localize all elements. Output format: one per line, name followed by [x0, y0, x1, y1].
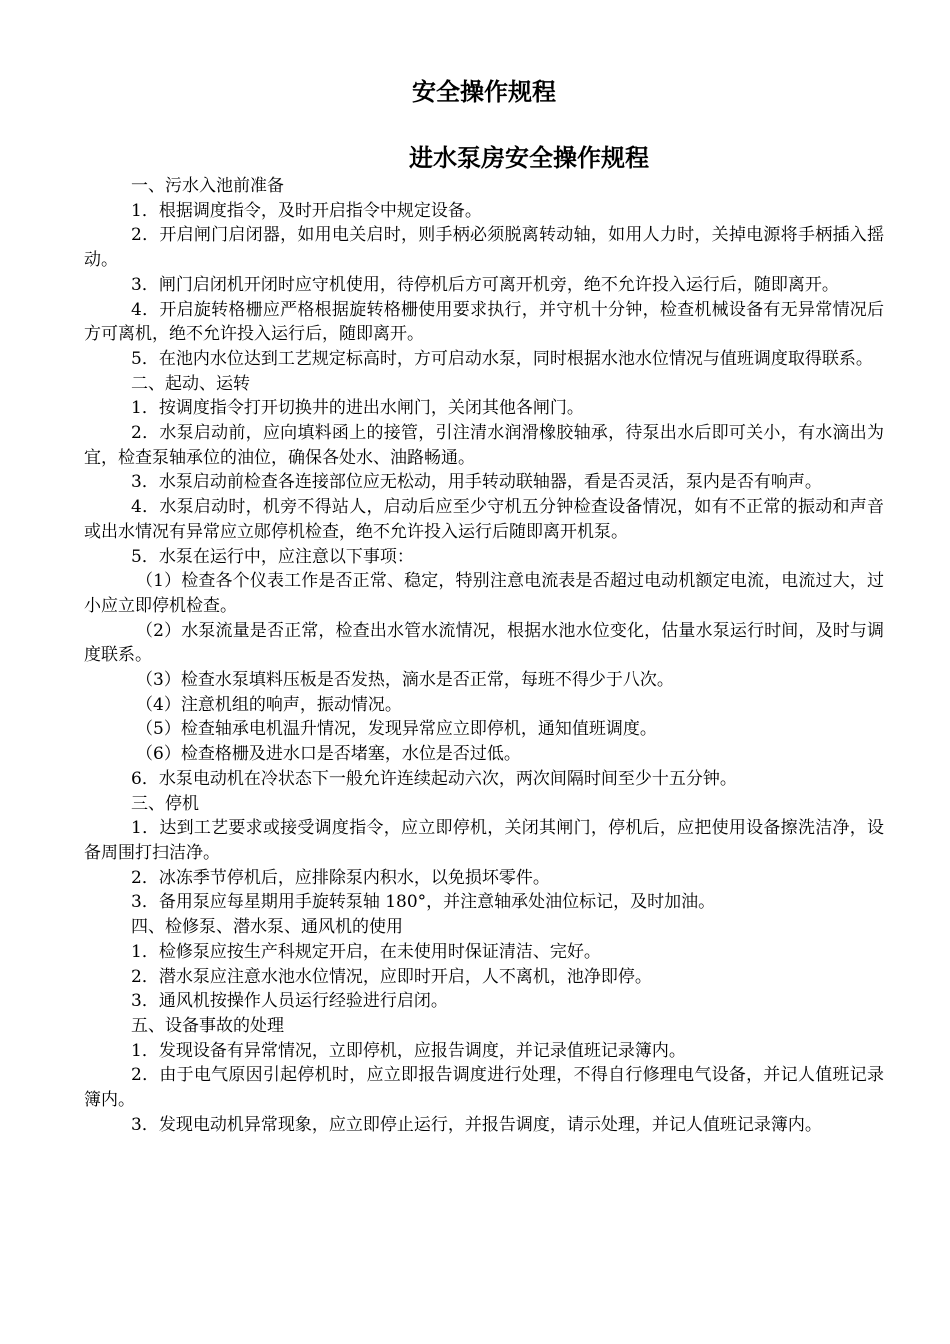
- list-item: 1．发现设备有异常情况，立即停机，应报告调度，并记录值班记录簿内。: [131, 1040, 686, 1061]
- sub-list-item: （4）注意机组的响声，振动情况。: [136, 694, 402, 715]
- list-item: 6．水泵电动机在冷状态下一般允许连续起动六次，两次间隔时间至少十五分钟。: [131, 768, 737, 789]
- document-title: 安全操作规程: [412, 78, 556, 106]
- sub-list-item: （3）检查水泵填料压板是否发热，滴水是否正常，每班不得少于八次。: [136, 670, 674, 691]
- list-item: 4．开启旋转格栅应严格根据旋转格栅使用要求执行，并守机十分钟，检查机械设备有无异常情况后方可离机，绝不允许投入运行后，随即离开。: [84, 299, 884, 345]
- document-body: [84, 174, 884, 1137]
- list-item: 1．达到工艺要求或接受调度指令，应立即停机，关闭其闸门，停机后，应把使用设备擦洗洁净，设备周围打扫洁净。: [84, 818, 884, 863]
- sub-list-item: （5）检查轴承电机温升情况，发现异常应立即停机，通知值班调度。: [136, 719, 657, 740]
- list-item: 3．发现电动机异常现象，应立即停止运行，并报告调度，请示处理，并记人值班记录簿内。: [131, 1114, 822, 1135]
- section-heading: 三、停机: [131, 793, 199, 814]
- section-heading: 一、污水入池前准备: [131, 176, 284, 196]
- list-item: 5．水泵在运行中，应注意以下事项：: [131, 546, 414, 567]
- document-subtitle: 进水泵房安全操作规程: [409, 144, 649, 172]
- list-item: 3．备用泵应每星期用手旋转泵轴 180°，并注意轴承处油位标记，及时加油。: [131, 892, 716, 913]
- list-item: 3．水泵启动前检查各连接部位应无松动，用手转动联轴器，看是否灵活，泵内是否有响声。: [131, 472, 822, 493]
- list-item: 2．冰冻季节停机后，应排除泵内积水，以免损坏零件。: [131, 867, 550, 888]
- list-item: 3．通风机按操作人员运行经验进行启闭。: [131, 991, 448, 1012]
- list-item: 3．闸门启闭机开闭时应守机使用，待停机后方可离开机旁，绝不允许投入运行后，随即离开。: [131, 274, 839, 295]
- list-item: 5．在池内水位达到工艺规定标高时，方可启动水泵，同时根据水池水位情况与值班调度取得联系。: [131, 348, 873, 369]
- document-page: [84, 72, 884, 1137]
- sub-list-item: （2）水泵流量是否正常，检查出水管水流情况，根据水池水位变化，估量水泵运行时间，及时与调度联系。: [84, 620, 884, 666]
- list-item: 1．按调度指令打开切换井的进出水闸门，关闭其他各闸门。: [131, 398, 584, 419]
- sub-list-item: （1）检查各个仪表工作是否正常、稳定，特别注意电流表是否超过电动机额定电流，电流过大，过小应立即停机检查。: [84, 571, 884, 616]
- section-heading: 四、检修泵、潜水泵、通风机的使用: [131, 917, 403, 938]
- sub-list-item: （6）检查格栅及进水口是否堵塞，水位是否过低。: [136, 744, 521, 765]
- list-item: 4．水泵启动时，机旁不得站人，启动后应至少守机五分钟检查设备情况，如有不正常的振动和声音或出水情况有异常应立郧停机检查，绝不允许投入运行后随即离开机泵。: [84, 497, 884, 542]
- section-heading: 五、设备事故的处理: [131, 1015, 284, 1036]
- list-item: 2．开启闸门启闭器，如用电关启时，则手柄必须脱离转动轴，如用人力时，关掉电源将手柄插入摇动。: [84, 225, 884, 271]
- list-item: 1．根据调度指令，及时开启指令中规定设备。: [131, 200, 482, 221]
- list-item: 1．检修泵应按生产科规定开启，在未使用时保证清洁、完好。: [131, 941, 601, 962]
- list-item: 2．由于电气原因引起停机时，应立即报告调度进行处理，不得自行修理电气设备，并记人值班记录簿内。: [84, 1065, 884, 1111]
- list-item: 2．水泵启动前，应向填料函上的接管，引注清水润滑橡胶轴承，待泵出水后即可关小，有水滴出为宜，检查泵轴承位的油位，确保各处水、油路畅通。: [84, 423, 884, 468]
- section-heading: 二、起动、运转: [131, 373, 250, 394]
- list-item: 2．潜水泵应注意水池水位情况，应即时开启，人不离机，池净即停。: [131, 966, 652, 987]
